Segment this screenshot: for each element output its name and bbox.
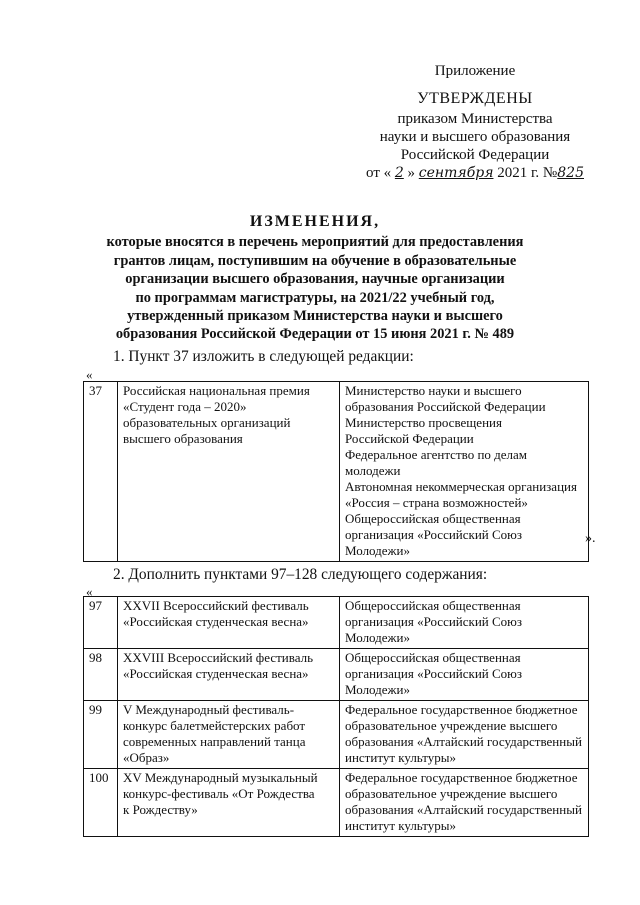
order-line: приказом Министерства [397,111,553,127]
organizer-line: Общероссийская общественная [345,650,521,665]
event-line: «Российская студенческая весна» [123,614,309,629]
table-row [84,701,589,769]
event-cell [118,649,340,701]
organizer-line: Федеральное государственное бюджетное [345,702,578,717]
organizer-line: образования Российской Федерации [345,399,546,414]
organizer-line: Общероссийская общественная [345,511,521,526]
event-line: конкурс-фестиваль «От Рождества [123,786,315,801]
organizer-line: образования «Алтайский государственный [345,734,582,749]
organizer-line: институт культуры» [345,750,456,765]
title-line: организации высшего образования, научные организации [125,271,505,288]
organizer-line: Автономная некоммерческая организация [345,479,577,494]
organizer-line: образования «Алтайский государственный [345,802,582,817]
row-number: 97 [84,597,118,649]
appendix-label: Приложение [434,63,516,79]
section2-heading: 2. Дополнить пунктами 97–128 следующего содержания: [113,566,488,583]
event-cell [118,597,340,649]
event-line: современных направлений танца [123,734,306,749]
event-line: «Студент года – 2020» [123,399,247,414]
row-number: 99 [84,701,118,769]
row-number: 100 [84,769,118,837]
section2-table [83,596,589,837]
table-row [84,649,589,701]
organizer-line: Молодежи» [345,682,410,697]
event-line: V Международный фестиваль- [123,702,295,717]
organizer-cell [340,701,589,769]
title-line: которые вносятся в перечень мероприятий для предоставления [106,234,524,251]
event-line: к Рождеству» [123,802,198,817]
title-line: утвержденный приказом Министерства науки и высшего [127,308,503,325]
organizer-cell [340,769,589,837]
approval-header [330,62,620,182]
table-row [84,382,589,562]
title-main: ИЗМЕНЕНИЯ, [249,213,381,230]
event-cell [118,382,340,562]
order-number: 825 [557,165,584,181]
table-row [84,769,589,837]
section2-open-quote: « [86,584,93,599]
organizer-cell [340,382,589,562]
event-cell [118,701,340,769]
organizer-line: Федеральное агентство по делам молодежи [345,447,528,478]
section1-close-quote: ». [585,531,596,546]
organizer-line: Общероссийская общественная [345,598,521,613]
table-row [84,597,589,649]
organizer-line: Министерство просвещения [345,415,502,430]
title-line: грантов лицам, поступившим на обучение в образовательные [113,252,517,269]
order-line: Российской Федерации [400,147,550,163]
organizer-line: организация «Российский Союз [345,614,523,629]
row-number: 37 [84,382,118,562]
date-month: сентября [418,165,494,181]
event-line: конкурс балетмейстерских работ [123,718,306,733]
order-line: науки и высшего образования [379,129,571,145]
date-year: 2021 г. № [497,165,558,181]
event-line: XXVIII Всероссийский фестиваль [123,650,313,665]
event-line: XXVII Всероссийский фестиваль [123,598,309,613]
event-line: Российская национальная премия [123,383,310,398]
title-line: по программам магистратуры, на 2021/22 учебный год, [135,289,495,306]
event-line: XV Международный музыкальный [123,770,318,785]
organizer-line: институт культуры» [345,818,456,833]
organizer-line: организация «Российский Союз [345,527,523,542]
event-line: «Российская студенческая весна» [123,666,309,681]
section1-open-quote: « [86,367,93,382]
date-day: 2 [394,165,404,181]
title-line: образования Российской Федерации от 15 июня 2021 г. № 489 [115,326,515,343]
event-cell [118,769,340,837]
organizer-line: Федеральное государственное бюджетное [345,770,578,785]
organizer-cell [340,649,589,701]
date-prefix: от « [366,165,392,181]
organizer-line: Российской Федерации [345,431,474,446]
row-number: 98 [84,649,118,701]
organizer-line: Министерство науки и высшего [345,383,522,398]
organizer-line: «Россия – страна возможностей» [345,495,528,510]
section1-table [83,381,589,562]
document-title [80,213,550,344]
organizer-line: образовательное учреждение высшего [345,718,558,733]
organizer-line: организация «Российский Союз [345,666,523,681]
date-mid: » [407,165,416,181]
organizer-cell [340,597,589,649]
organizer-line: образовательное учреждение высшего [345,786,558,801]
event-line: высшего образования [123,431,243,446]
event-line: «Образ» [123,750,170,765]
event-line: образовательных организаций [123,415,291,430]
approved-label: УТВЕРЖДЕНЫ [417,90,533,107]
organizer-line: Молодежи» [345,543,410,558]
organizer-line: Молодежи» [345,630,410,645]
order-date-line [330,164,620,182]
section1-heading: 1. Пункт 37 изложить в следующей редакции: [113,348,414,365]
